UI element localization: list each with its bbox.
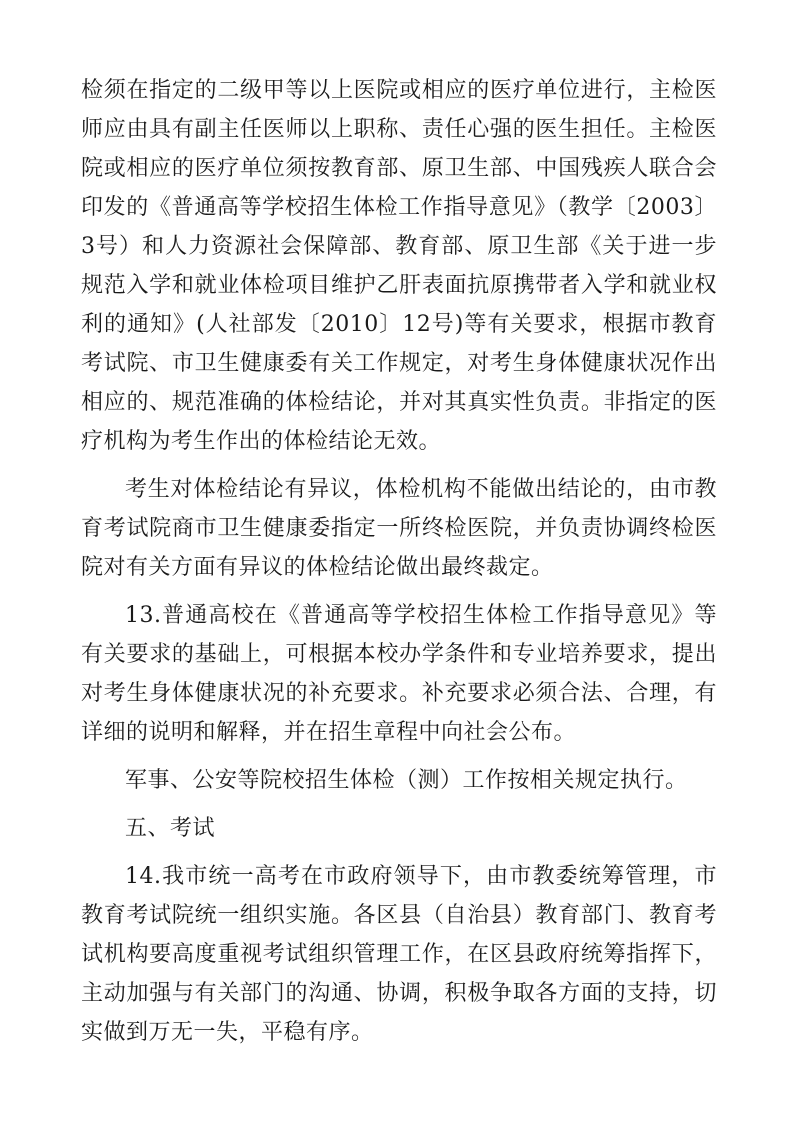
paragraph-exam-dispute: 考生对体检结论有异议，体检机构不能做出结论的，由市教育考试院商市卫生健康委指定一所终检医院，并负责协调终检医院对有关方面有异议的体检结论做出最终裁定。 xyxy=(81,477,717,580)
paragraph-medical-exam-requirements: 检须在指定的二级甲等以上医院或相应的医疗单位进行，主检医师应由具有副主任医师以上职称、责任心强的医生担任。主检医院或相应的医疗单位须按教育部、原卫生部、中国残疾人联合会印发的《普通高等学校招生体检工作指导意见》（教学〔2003〕3号）和人力资源社会保障部、教育部、原卫生部《关于进一步规范入学和就业体检项目维护乙肝表面抗原携带者入学和就业权利的通知》(人社部发〔2010〕12号)等有关要求，根据市教育考试院、市卫生健康委有关工作规定，对考生身体健康状况作出相应的、规范准确的体检结论，并对其真实性负责。非指定的医疗机构为考生作出的体检结论无效。 xyxy=(81,78,717,454)
section-heading-exam: 五、考试 xyxy=(125,816,216,841)
paragraph-item-13: 13.普通高校在《普通高等学校招生体检工作指导意见》等有关要求的基础上，可根据本校办学条件和专业培养要求，提出对考生身体健康状况的补充要求。补充要求必须合法、合理，有详细的说明和解释，并在招生章程中向社会公布。 xyxy=(81,603,717,745)
paragraph-item-14: 14.我市统一高考在市政府领导下，由市教委统筹管理，市教育考试院统一组织实施。各区县（自治县）教育部门、教育考试机构要高度重视考试组织管理工作，在区县政府统筹指挥下，主动加强与有关部门的沟通、协调，积极争取各方面的支持，切实做到万无一失，平稳有序。 xyxy=(81,864,717,1045)
document-body xyxy=(81,71,717,1052)
paragraph-military-police: 军事、公安等院校招生体检（测）工作按相关规定执行。 xyxy=(125,768,688,793)
